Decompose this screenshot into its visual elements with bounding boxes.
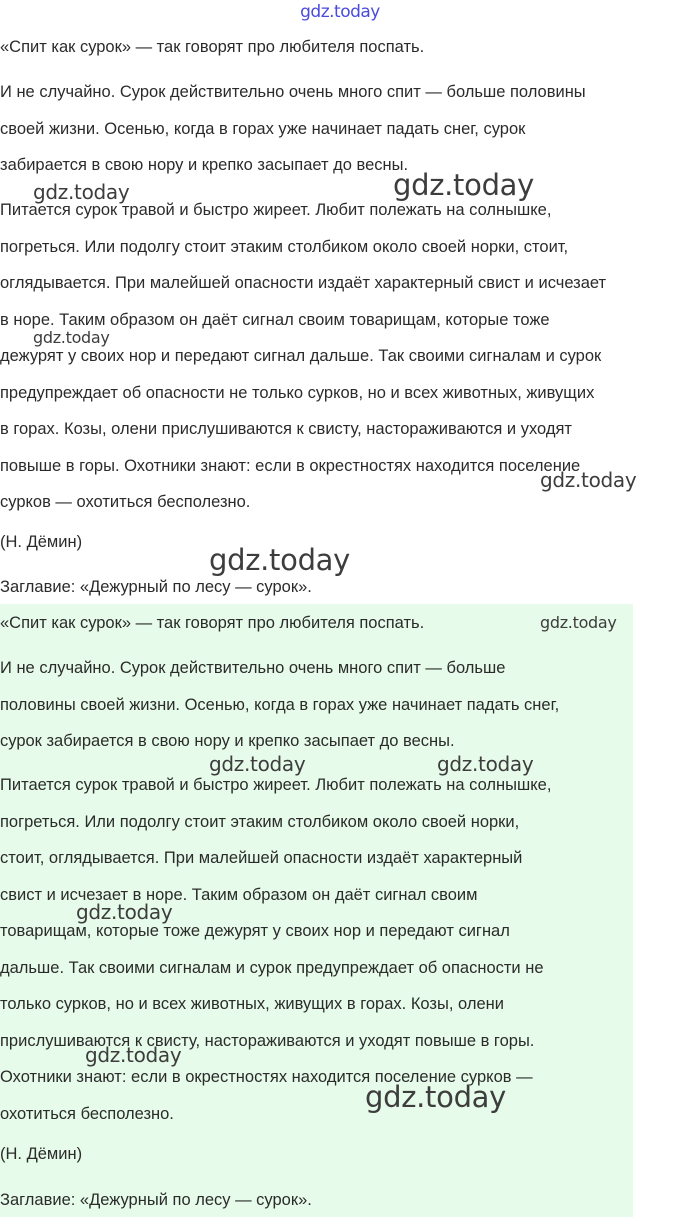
text-line: в горах. Козы, олени прислушиваются к свисту, настораживаются и уходят	[0, 420, 572, 438]
watermark: gdz.today	[540, 468, 637, 492]
original-paragraph-1	[0, 29, 424, 66]
text-line: Питается сурок травой и быстро жиреет. Любит полежать на солнышке,	[0, 776, 552, 794]
watermark: gdz.today	[540, 613, 617, 632]
original-title-line: Заглавие: «Дежурный по лесу — сурок».	[0, 578, 312, 596]
text-line: оглядывается. При малейшей опасности издаёт характерный свист и исчезает	[0, 274, 607, 292]
text-line: сурок забирается в свою нору и крепко засыпает до весны.	[0, 732, 455, 750]
text-line: предупреждает об опасности не только сурков, но и всех животных, живущих	[0, 383, 595, 402]
text-line: погреться. Или подолгу стоит этаким столбиком около своей норки,	[0, 812, 520, 831]
text-line: только сурков, но и всех животных, живущих в горах. Козы, олени	[0, 995, 504, 1013]
text-line: дежурят у своих нор и передают сигнал дальше. Так своими сигналам и сурок	[0, 347, 602, 365]
text-line: «Спит как сурок» — так говорят про любителя поспать.	[0, 38, 425, 56]
original-paragraph-3	[0, 192, 606, 521]
watermark: gdz.today	[209, 543, 351, 577]
watermark: gdz.today	[33, 328, 110, 347]
answer-paragraph-3	[0, 767, 551, 1132]
text-line: половины своей жизни. Осенью, когда в горах уже начинает падать снег,	[0, 695, 560, 714]
watermark: gdz.today	[437, 752, 534, 776]
watermark: gdz.today	[209, 752, 306, 776]
answer-title-line: Заглавие: «Дежурный по лесу — сурок».	[0, 1191, 312, 1209]
text-line: Охотники знают: если в окрестностях находится поселение сурков —	[0, 1068, 533, 1086]
text-line: стоит, оглядывается. При малейшей опасности издаёт характерный	[0, 849, 523, 867]
answer-paragraph-1	[0, 605, 424, 642]
watermark: gdz.today	[85, 1043, 182, 1067]
text-line: сурков — охотиться бесполезно.	[0, 493, 251, 511]
text-line: в норе. Таким образом он даёт сигнал своим товарищам, которые тоже	[0, 310, 550, 329]
text-line: «Спит как сурок» — так говорят про любителя поспать.	[0, 614, 425, 632]
text-line: прислушиваются к свисту, настораживаются и уходят повыше в горы.	[0, 1031, 535, 1050]
site-watermark-header: gdz.today	[300, 2, 380, 22]
watermark: gdz.today	[365, 1080, 507, 1114]
text-line: товарищам, которые тоже дежурят у своих нор и передают сигнал	[0, 922, 510, 940]
text-line: охотиться бесполезно.	[0, 1104, 174, 1123]
original-author: (Н. Дёмин)	[0, 533, 83, 551]
watermark: gdz.today	[393, 168, 535, 202]
original-paragraph-2	[0, 74, 586, 184]
watermark: gdz.today	[76, 900, 173, 924]
answer-paragraph-2	[0, 650, 559, 760]
text-line: Питается сурок травой и быстро жиреет. Любит полежать на солнышке,	[0, 201, 552, 219]
text-line: И не случайно. Сурок действительно очень много спит — больше	[0, 659, 506, 677]
text-line: забирается в свою нору и крепко засыпает до весны.	[0, 156, 409, 174]
text-line: погреться. Или подолгу стоит этаким столбиком около своей норки, стоит,	[0, 237, 569, 256]
text-line: дальше. Так своими сигналам и сурок предупреждает об опасности не	[0, 958, 544, 977]
text-line: повыше в горы. Охотники знают: если в окрестностях находится поселение	[0, 456, 581, 475]
watermark: gdz.today	[33, 180, 130, 204]
text-line: своей жизни. Осенью, когда в горах уже начинает падать снег, сурок	[0, 119, 526, 138]
text-line: И не случайно. Сурок действительно очень много спит — больше половины	[0, 83, 586, 101]
text-line: свист и исчезает в норе. Таким образом он даёт сигнал своим	[0, 885, 478, 904]
answer-author: (Н. Дёмин)	[0, 1145, 83, 1163]
